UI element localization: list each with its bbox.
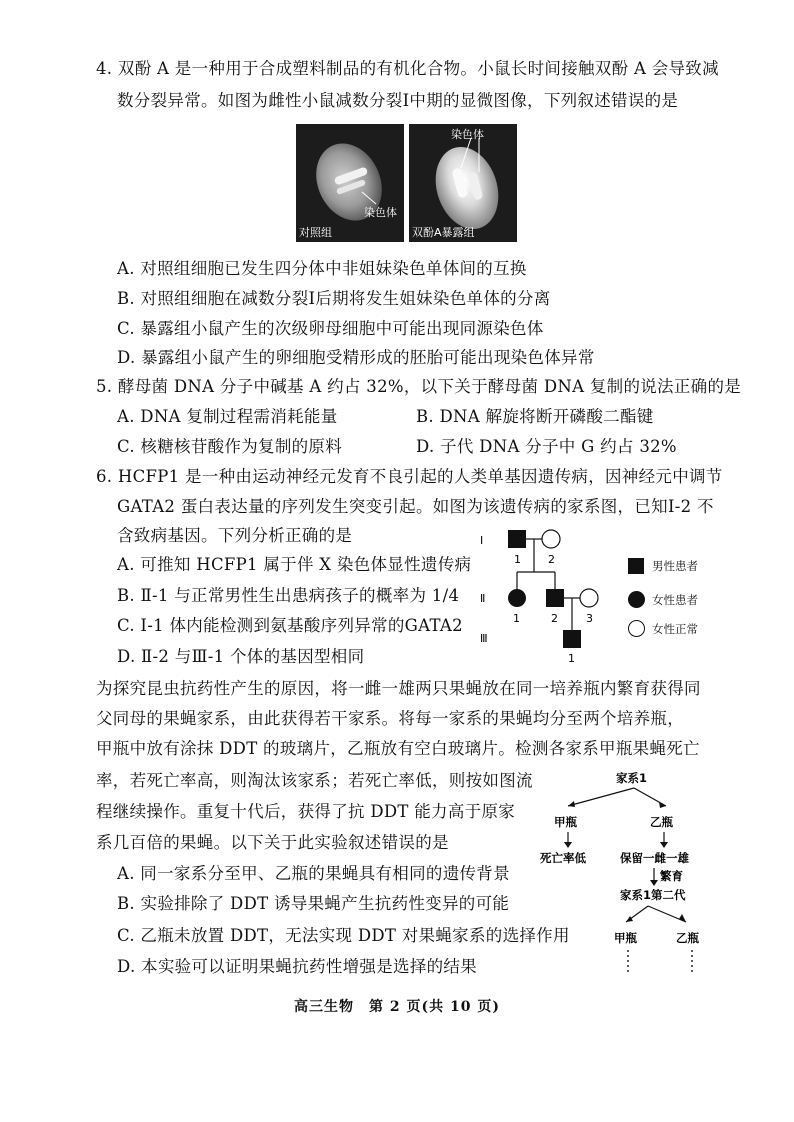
q7-stem-line6: 系几百倍的果蝇。以下关于此实验叙述错误的是 [96,833,449,852]
q7-stem-line1: 为探究昆虫抗药性产生的原因，将一雌一雄两只果蝇放在同一培养瓶内繁育获得同 [96,679,701,698]
bpa-exposed-group-label: 双酚A暴露组 [412,226,475,239]
q7-option-d: D. 本实验可以证明果蝇抗药性增强是选择的结果 [117,957,478,976]
q7-option-a: A. 同一家系分至甲、乙瓶的果蝇具有相同的遗传背景 [117,864,510,883]
q5-option-d: D. 子代 DNA 分子中 G 约占 32% [416,437,677,456]
q4-stem-line1: 4. 双酚 A 是一种用于合成塑料制品的有机化合物。小鼠长时间接触双酚 A 会导致减 [96,59,719,78]
q7-option-b: B. 实验排除了 DDT 诱导果蝇产生抗药性变异的可能 [117,894,510,913]
individual-ii3-normal-female [580,589,598,607]
chromosome-annotation: 染色体 [364,206,397,219]
q6-option-b: B. Ⅱ-1 与正常男性生出患病孩子的概率为 1/4 [117,586,460,605]
individual-number: 2 [548,553,555,566]
individual-number: 2 [551,612,558,625]
legend-affected-female: 女性患者 [652,593,698,607]
individual-ii1-affected-female [508,589,526,607]
q6-stem-line1: 6. HCFP1 是一种由运动神经元发育不良引起的人类单基因遗传病，因神经元中调节 [96,467,723,486]
generation-label-iii: Ⅲ [480,632,488,645]
individual-ii2-affected-male [546,589,564,607]
q4-option-d: D. 暴露组小鼠产生的卵细胞受精形成的胚胎可能出现染色体异常 [117,348,595,367]
q6-stem-line3: 含致病基因。下列分析正确的是 [117,526,353,545]
page-footer: 高三生物 第 2 页(共 10 页) [294,999,500,1015]
q5-stem: 5. 酵母菌 DNA 分子中碱基 A 约占 32%，以下关于酵母菌 DNA 复制的说法正确的是 [96,377,742,396]
legend-affected-male: 男性患者 [652,559,698,573]
q7-stem-line5: 程继续操作。重复十代后，获得了抗 DDT 能力高于原家 [96,802,516,821]
individual-number: 3 [586,612,593,625]
flow-next-right-bottle: 乙瓶 [676,931,699,945]
q6-option-d: D. Ⅱ-2 与Ⅲ-1 个体的基因型相同 [117,647,365,666]
legend-normal-female-symbol [628,620,645,637]
pedigree-chart [470,522,630,672]
chromosome-annotation: 染色体 [451,128,484,141]
flow-left-bottle: 甲瓶 [554,815,577,829]
q7-stem-line3: 甲瓶中放有涂抹 DDT 的玻璃片，乙瓶放有空白玻璃片。检测各家系甲瓶果蝇死亡 [96,739,700,758]
flow-right-bottle: 乙瓶 [650,815,673,829]
q7-stem-line4: 率，若死亡率高，则淘汰该家系；若死亡率低，则按如图流 [96,771,533,790]
individual-number: 1 [513,612,520,625]
q6-option-c: C. Ⅰ-1 体内能检测到氨基酸序列异常的GATA2 [117,616,463,635]
q4-option-c: C. 暴露组小鼠产生的次级卵母细胞中可能出现同源染色体 [117,319,544,338]
q5-option-b: B. DNA 解旋将断开磷酸二酯键 [416,407,654,426]
legend-affected-female-symbol [628,591,645,608]
q6-option-a: A. 可推知 HCFP1 属于伴 X 染色体显性遗传病 [117,555,472,574]
q5-option-a: A. DNA 复制过程需消耗能量 [117,407,338,426]
control-group-micrograph [296,124,404,242]
q7-stem-line2: 父同母的果蝇家系，由此获得若干家系。将每一家系的果蝇均分至两个培养瓶， [96,709,684,728]
flow-next-left-bottle: 甲瓶 [614,931,637,945]
q4-option-a: A. 对照组细胞已发生四分体中非姐妹染色单体间的互换 [117,259,527,278]
flow-root: 家系1 [616,771,648,785]
legend-normal-female: 女性正常 [652,622,698,636]
bpa-exposed-group-micrograph [409,124,517,242]
individual-number: 1 [514,553,521,566]
individual-i1-affected-male [508,530,526,548]
experiment-flowchart [524,764,724,984]
generation-label-i: Ⅰ [480,534,484,547]
individual-iii1-affected-male [563,630,581,648]
flow-breed-label: 繁育 [660,869,683,883]
q5-option-c: C. 核糖核苷酸作为复制的原料 [117,437,343,456]
q4-option-b: B. 对照组细胞在减数分裂Ⅰ后期将发生姐妹染色单体的分离 [117,289,551,308]
generation-label-ii: Ⅱ [480,592,486,605]
flow-next-generation: 家系1第二代 [620,888,686,902]
legend-affected-male-symbol [628,558,644,574]
individual-i2-normal-female [542,530,560,548]
q4-stem-line2: 数分裂异常。如图为雌性小鼠减数分裂Ⅰ中期的显微图像，下列叙述错误的是 [117,91,679,110]
individual-number: 1 [568,652,575,665]
q7-option-c: C. 乙瓶未放置 DDT，无法实现 DDT 对果蝇家系的选择作用 [117,926,570,945]
flow-right-step: 保留一雌一雄 [620,851,689,865]
flow-left-result: 死亡率低 [540,851,586,865]
control-group-label: 对照组 [299,226,332,239]
q6-stem-line2: GATA2 蛋白表达量的序列发生突变引起。如图为该遗传病的家系图，已知Ⅰ-2 不 [117,497,714,516]
